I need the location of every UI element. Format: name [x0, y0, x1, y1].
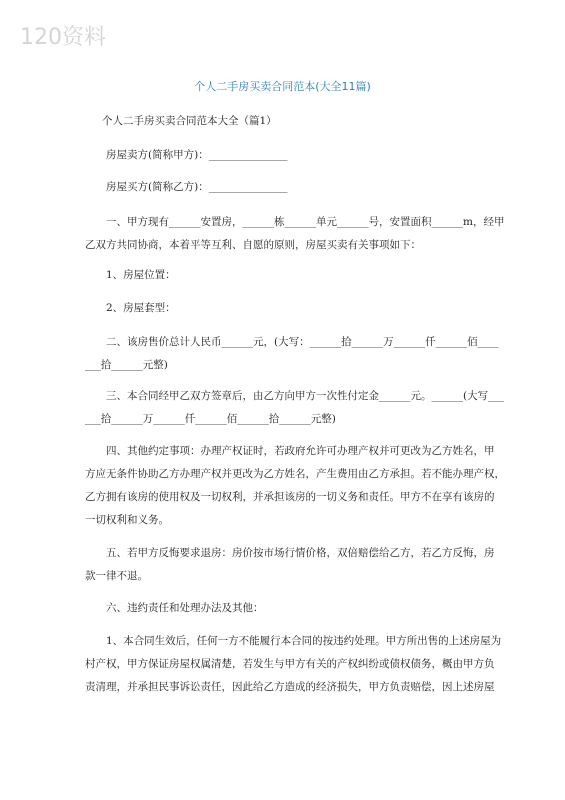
paragraph-line: 一切权利和义务。	[85, 514, 169, 526]
section-heading	[85, 110, 485, 133]
paragraph-line: 1、房屋位置：	[106, 269, 176, 281]
paragraph-line: 乙双方共同协商，本着平等互利、自愿的原则，房屋买卖有关事项如下：	[85, 239, 421, 251]
clause-6-item-1	[85, 630, 502, 699]
clause-4	[85, 440, 505, 532]
document-title: 个人二手房买卖合同范本(大全11篇)	[194, 80, 371, 93]
clause-3	[85, 385, 504, 431]
paragraph-line: 五、若甲方反悔要求退房：房价按市场行情价格，双倍赔偿给乙方，若乙方反悔，房	[106, 547, 495, 559]
clause-5	[85, 542, 495, 588]
paragraph-line: 个人二手房买卖合同范本大全（篇1）	[102, 115, 277, 127]
clause-1	[85, 211, 505, 257]
paragraph-line: 村产权，甲方保证房屋权属清楚，若发生与甲方有关的产权纠纷或债权债务，概由甲方负	[85, 658, 495, 670]
paragraph-line: 1、本合同生效后，任何一方不能履行本合同的按违约处理。甲方所出售的上述房屋为	[106, 635, 502, 647]
house-location	[85, 264, 485, 287]
paragraph-line: 四、其他约定事项：办理产权证时，若政府允许可办理产权并可更改为乙方姓名，甲	[106, 445, 495, 457]
paragraph-line: ___拾______万______仟______佰______拾______元整)	[85, 413, 336, 425]
paragraph-line: 2、房屋套型：	[106, 302, 176, 314]
watermark: 120资料	[20, 25, 106, 50]
paragraph-line: 三、本合同经甲乙双方签章后，由乙方向甲方一次性付定金______元。______(大写___	[106, 390, 504, 402]
clause-6	[85, 597, 485, 620]
clause-2	[85, 331, 499, 377]
paragraph-line: 乙方拥有该房的使用权及一切权利，并承担该房的一切义务和责任。甲方不在享有该房的	[85, 491, 495, 503]
paragraph-line: 责清理，并承担民事诉讼责任，因此给乙方造成的经济损失，甲方负责赔偿，因上述房屋	[85, 681, 495, 693]
paragraph-line: 六、违约责任和处理办法及其他：	[106, 602, 264, 614]
house-type	[85, 297, 485, 320]
paragraph-line: 款一律不退。	[85, 570, 148, 582]
paragraph-line: 二、该房售价总计人民币______元，(大写：______拾______万______仟______佰____	[106, 336, 499, 348]
paragraph-line: 房屋买方(简称乙方)：_______________	[106, 181, 288, 193]
paragraph-line: ___拾______元整)	[85, 359, 168, 371]
paragraph-line: 方应无条件协助乙方办理产权并更改为乙方姓名，产生费用由乙方承担。若不能办理产权，	[85, 468, 505, 480]
paragraph-line: 一、甲方现有______安置房，______栋______单元______号，安置面积______m，经甲	[106, 216, 505, 228]
buyer-field	[85, 176, 485, 199]
seller-field	[85, 144, 485, 167]
paragraph-line: 房屋卖方(简称甲方)：_______________	[106, 149, 288, 161]
